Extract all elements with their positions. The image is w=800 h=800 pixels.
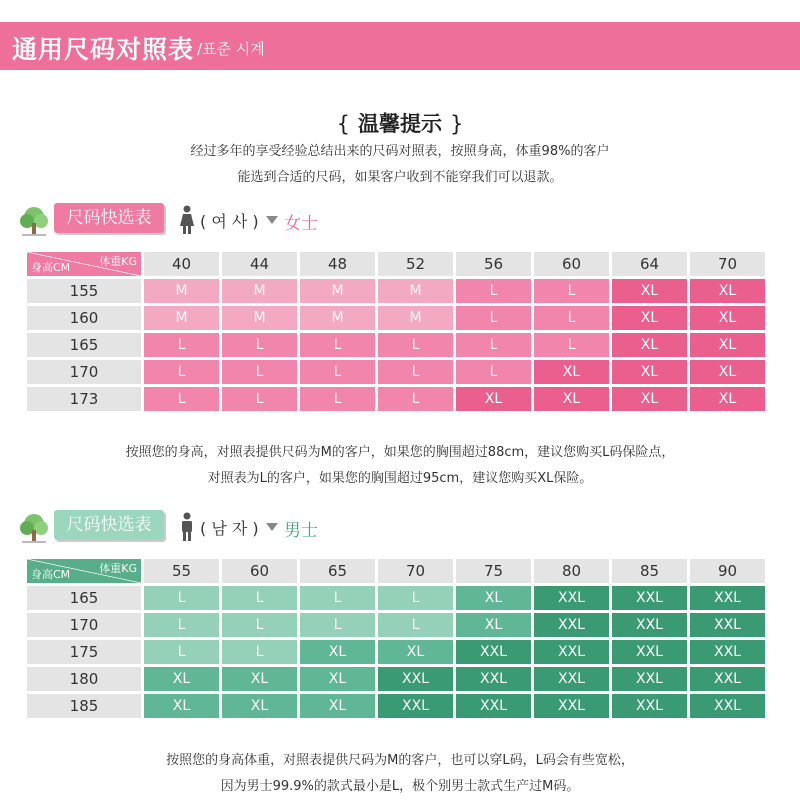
height-header-cell: 185 xyxy=(27,694,141,718)
size-cell: L xyxy=(456,306,531,330)
height-header-cell: 160 xyxy=(27,306,141,330)
size-cell: XXL xyxy=(612,613,687,637)
size-cell: XL xyxy=(456,586,531,610)
table-row xyxy=(27,306,765,330)
size-cell: L xyxy=(144,333,219,357)
women-section-header xyxy=(0,203,800,239)
size-cell: M xyxy=(222,306,297,330)
size-cell: XXL xyxy=(456,640,531,664)
size-cell: XL xyxy=(300,667,375,691)
size-cell: XL xyxy=(534,360,609,384)
size-cell: XL xyxy=(690,360,765,384)
size-cell: M xyxy=(144,306,219,330)
size-cell: XL xyxy=(222,667,297,691)
male-person-icon xyxy=(178,512,196,542)
size-cell: M xyxy=(378,279,453,303)
size-cell: L xyxy=(534,306,609,330)
men-size-table xyxy=(24,556,768,721)
size-cell: XXL xyxy=(612,640,687,664)
title-banner xyxy=(0,22,800,70)
size-cell: XL xyxy=(144,667,219,691)
size-cell: XXL xyxy=(456,694,531,718)
weight-axis-label: 体重KG xyxy=(99,255,137,268)
size-cell: XXL xyxy=(534,640,609,664)
size-cell: XXL xyxy=(534,694,609,718)
height-header-cell: 180 xyxy=(27,667,141,691)
weight-header-row xyxy=(27,252,765,276)
size-cell: L xyxy=(222,586,297,610)
size-cell: L xyxy=(144,640,219,664)
size-cell: XL xyxy=(534,387,609,411)
size-cell: L xyxy=(300,333,375,357)
size-cell: XXL xyxy=(690,586,765,610)
table-corner xyxy=(27,559,141,583)
table-row xyxy=(27,667,765,691)
size-cell: XXL xyxy=(612,694,687,718)
tree-icon xyxy=(18,205,50,237)
size-cell: XXL xyxy=(534,667,609,691)
size-cell: XXL xyxy=(690,667,765,691)
size-cell: XXL xyxy=(612,667,687,691)
size-cell: XL xyxy=(300,640,375,664)
banner-title: 通用尺码对照表 xyxy=(12,35,195,64)
tip-title: 温馨提示 xyxy=(358,112,442,136)
size-cell: L xyxy=(222,360,297,384)
table-row xyxy=(27,333,765,357)
weight-header-cell: 60 xyxy=(534,252,609,276)
size-cell: XL xyxy=(144,694,219,718)
female-person-icon xyxy=(178,205,196,235)
weight-header-cell: 48 xyxy=(300,252,375,276)
height-header-cell: 155 xyxy=(27,279,141,303)
size-cell: M xyxy=(300,279,375,303)
size-cell: XL xyxy=(222,694,297,718)
weight-header-cell: 40 xyxy=(144,252,219,276)
men-section-header xyxy=(0,510,800,546)
height-header-cell: 173 xyxy=(27,387,141,411)
tip-heading xyxy=(0,108,800,138)
men-note-2: 因为男士99.9%的款式最小是L，极个别男士款式生产过M码。 xyxy=(220,779,580,794)
women-size-table xyxy=(24,249,768,414)
height-axis-label: 身高CM xyxy=(31,261,71,274)
size-cell: XL xyxy=(612,387,687,411)
weight-header-cell: 85 xyxy=(612,559,687,583)
size-cell: L xyxy=(534,279,609,303)
size-cell: L xyxy=(222,640,297,664)
size-cell: XXL xyxy=(456,667,531,691)
men-label: 男士 xyxy=(284,521,318,541)
tree-icon xyxy=(18,512,50,544)
tip-line-2: 能选到合适的尺码，如果客户收到不能穿我们可以退款。 xyxy=(237,170,563,185)
weight-header-cell: 56 xyxy=(456,252,531,276)
men-size-chip: 尺码快选表 xyxy=(54,510,164,540)
table-row xyxy=(27,613,765,637)
weight-header-cell: 52 xyxy=(378,252,453,276)
size-cell: XL xyxy=(378,640,453,664)
size-cell: L xyxy=(378,360,453,384)
size-cell: L xyxy=(456,279,531,303)
size-cell: XXL xyxy=(690,613,765,637)
men-korean-label: ( 남 자 ) xyxy=(200,519,259,538)
size-cell: L xyxy=(222,613,297,637)
size-cell: XL xyxy=(612,279,687,303)
size-cell: M xyxy=(222,279,297,303)
size-cell: L xyxy=(378,613,453,637)
women-note-1: 按照您的身高，对照表提供尺码为M的客户，如果您的胸围超过88cm，建议您购买L码保险点， xyxy=(125,445,675,460)
size-cell: M xyxy=(300,306,375,330)
size-cell: L xyxy=(144,586,219,610)
size-cell: L xyxy=(222,333,297,357)
size-cell: XL xyxy=(690,306,765,330)
size-cell: L xyxy=(144,613,219,637)
table-row xyxy=(27,694,765,718)
weight-header-cell: 55 xyxy=(144,559,219,583)
women-korean-label: ( 여 사 ) xyxy=(200,212,259,231)
size-cell: XL xyxy=(456,387,531,411)
size-cell: XXL xyxy=(690,694,765,718)
table-row xyxy=(27,640,765,664)
size-cell: XXL xyxy=(378,667,453,691)
weight-header-cell: 70 xyxy=(690,252,765,276)
height-header-cell: 170 xyxy=(27,360,141,384)
weight-header-row xyxy=(27,559,765,583)
size-cell: XL xyxy=(690,279,765,303)
size-cell: L xyxy=(300,586,375,610)
height-header-cell: 165 xyxy=(27,586,141,610)
women-size-chip: 尺码快选表 xyxy=(54,203,164,233)
size-cell: L xyxy=(456,360,531,384)
weight-header-cell: 75 xyxy=(456,559,531,583)
size-cell: XL xyxy=(456,613,531,637)
women-label: 女士 xyxy=(284,214,318,234)
size-cell: L xyxy=(456,333,531,357)
weight-header-cell: 44 xyxy=(222,252,297,276)
size-cell: XL xyxy=(612,333,687,357)
weight-axis-label: 体重KG xyxy=(99,562,137,575)
size-cell: L xyxy=(144,387,219,411)
table-row xyxy=(27,360,765,384)
size-cell: L xyxy=(300,360,375,384)
table-row xyxy=(27,279,765,303)
size-cell: L xyxy=(144,360,219,384)
weight-header-cell: 65 xyxy=(300,559,375,583)
weight-header-cell: 80 xyxy=(534,559,609,583)
height-header-cell: 175 xyxy=(27,640,141,664)
size-cell: XL xyxy=(612,306,687,330)
weight-header-cell: 70 xyxy=(378,559,453,583)
size-cell: L xyxy=(300,387,375,411)
size-cell: L xyxy=(378,387,453,411)
size-cell: XL xyxy=(690,387,765,411)
table-corner xyxy=(27,252,141,276)
size-cell: L xyxy=(300,613,375,637)
size-cell: M xyxy=(378,306,453,330)
size-cell: XXL xyxy=(378,694,453,718)
dropdown-triangle-icon xyxy=(266,216,278,224)
size-cell: XXL xyxy=(534,613,609,637)
size-cell: L xyxy=(378,586,453,610)
size-cell: XXL xyxy=(690,640,765,664)
left-brace: { xyxy=(336,112,350,136)
right-brace: } xyxy=(450,112,464,136)
dropdown-triangle-icon xyxy=(266,523,278,531)
women-note-2: 对照表为L的客户，如果您的胸围超过95cm，建议您购买XL保险。 xyxy=(207,471,593,486)
size-cell: L xyxy=(534,333,609,357)
weight-header-cell: 90 xyxy=(690,559,765,583)
tip-line-1: 经过多年的享受经验总结出来的尺码对照表，按照身高，体重98%的客户 xyxy=(190,144,610,159)
weight-header-cell: 60 xyxy=(222,559,297,583)
size-cell: XL xyxy=(690,333,765,357)
size-cell: M xyxy=(144,279,219,303)
size-cell: XL xyxy=(612,360,687,384)
men-note-1: 按照您的身高体重，对照表提供尺码为M的客户，也可以穿L码，L码会有些宽松， xyxy=(166,753,634,768)
size-cell: XXL xyxy=(612,586,687,610)
size-cell: XL xyxy=(300,694,375,718)
height-header-cell: 170 xyxy=(27,613,141,637)
banner-subtitle: /표준 시계 xyxy=(197,40,265,58)
height-axis-label: 身高CM xyxy=(31,568,71,581)
size-cell: L xyxy=(222,387,297,411)
table-row xyxy=(27,387,765,411)
size-cell: XXL xyxy=(534,586,609,610)
size-cell: L xyxy=(378,333,453,357)
table-row xyxy=(27,586,765,610)
height-header-cell: 165 xyxy=(27,333,141,357)
weight-header-cell: 64 xyxy=(612,252,687,276)
